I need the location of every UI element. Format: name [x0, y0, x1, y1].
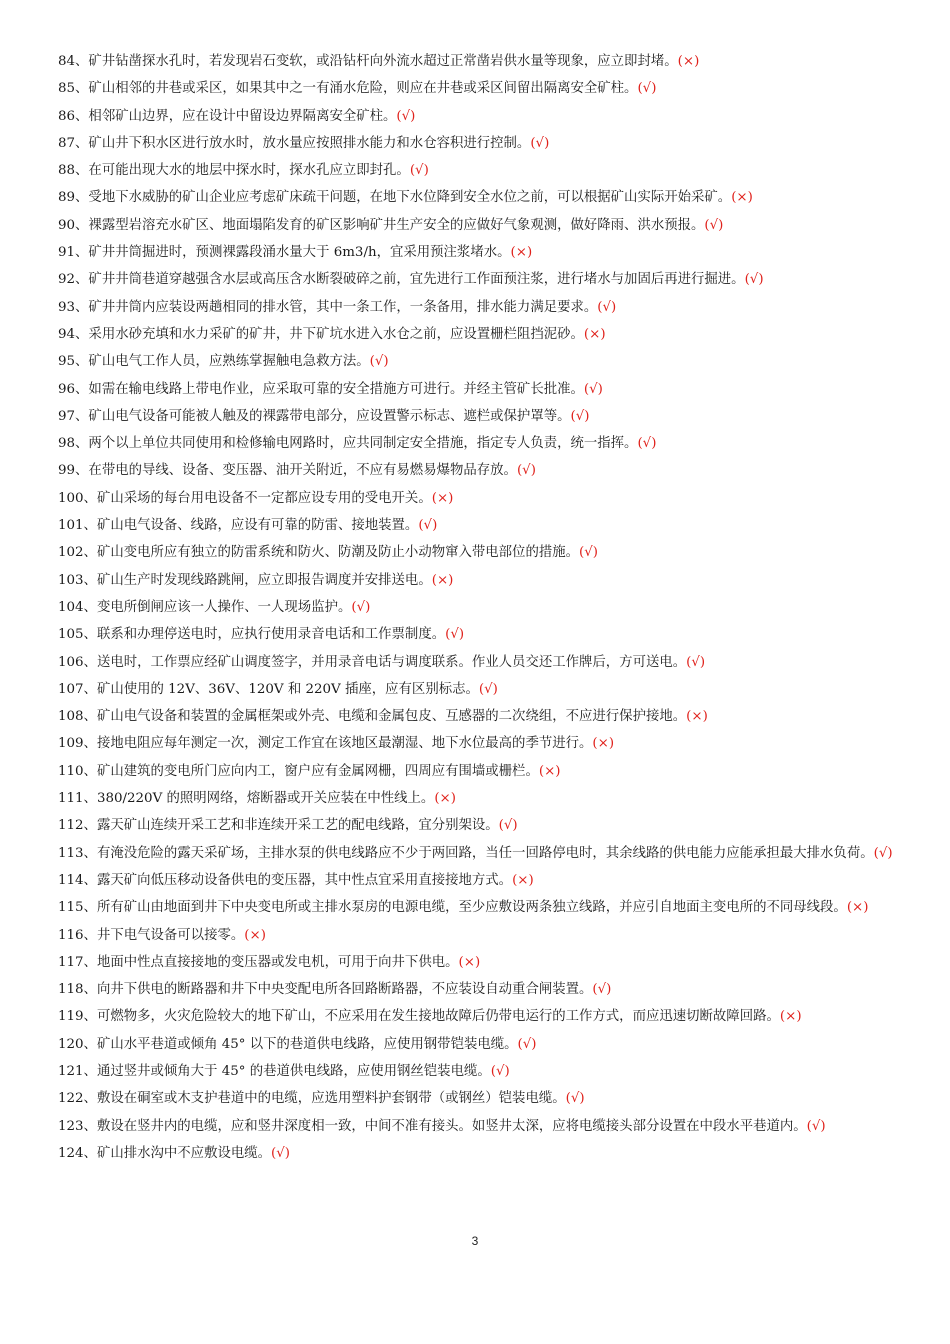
answer-mark: (×) — [592, 736, 615, 752]
question-text: 93、矿井井筒内应装设两趟相同的排水管，其中一条工作，一条备用，排水能力满足要求。 — [58, 299, 598, 315]
question-item — [58, 621, 904, 648]
question-text: 117、地面中性点直接接地的变压器或发电机，可用于向井下供电。 — [58, 954, 459, 970]
answer-mark: (√) — [478, 681, 498, 697]
question-text: 89、受地下水威胁的矿山企业应考虑矿床疏干问题，在地下水位降到安全水位之前，可以根据矿山实际开始采矿。 — [58, 190, 732, 206]
question-item — [58, 48, 904, 75]
question-text: 122、敷设在硐室或木支护巷道中的电缆，应选用塑料护套钢带（或钢丝）铠装电缆。 — [58, 1091, 566, 1107]
question-item — [58, 785, 904, 812]
question-text: 121、通过竖井或倾角大于 45° 的巷道供电线路，应使用钢丝铠装电缆。 — [58, 1063, 491, 1079]
question-item — [58, 703, 904, 730]
answer-mark: (√) — [704, 217, 724, 233]
answer-mark: (√) — [565, 1091, 585, 1107]
answer-mark: (√) — [637, 81, 657, 97]
question-item — [58, 567, 904, 594]
question-item — [58, 239, 904, 266]
question-text: 84、矿井钻凿探水孔时，若发现岩石变软，或沿钻杆向外流水超过正常凿岩供水量等现象，应立即封堵。 — [58, 54, 678, 69]
question-item — [58, 376, 904, 403]
question-item — [58, 867, 904, 894]
question-text: 123、敷设在竖井内的电缆，应和竖井深度相一致，中间不准有接头。如竖井太深，应将电缆接头部分设置在中段水平巷道内。 — [58, 1118, 807, 1134]
question-text: 98、两个以上单位共同使用和检修输电网路时，应共同制定安全措施，指定专人负责，统一指挥。 — [58, 436, 638, 452]
answer-mark: (×) — [583, 326, 606, 342]
question-text: 91、矿井井筒掘进时，预测裸露段涌水量大于 6m3/h，宜采用预注浆堵水。 — [58, 245, 511, 261]
question-item — [58, 103, 904, 130]
question-item — [58, 485, 904, 512]
question-text: 112、露天矿山连续开采工艺和非连续开采工艺的配电线路，宜分别架设。 — [58, 818, 499, 834]
question-text: 110、矿山建筑的变电所门应向内工，窗户应有金属网栅，四周应有围墙或栅栏。 — [58, 763, 539, 779]
answer-mark: (√) — [806, 1118, 826, 1134]
page-number: 3 — [471, 1234, 479, 1248]
answer-mark: (×) — [244, 927, 266, 943]
answer-mark: (√) — [530, 135, 550, 151]
question-item — [58, 840, 904, 867]
answer-mark: (×) — [431, 490, 454, 506]
answer-mark: (×) — [512, 872, 534, 888]
question-item — [58, 649, 904, 676]
answer-mark: (√) — [597, 299, 617, 315]
question-text: 103、矿山生产时发现线路跳闸，应立即报告调度并安排送电。 — [58, 572, 432, 588]
question-text: 114、露天矿向低压移动设备供电的变压器，其中性点宜采用直接接地方式。 — [58, 872, 513, 888]
question-item — [58, 539, 904, 566]
answer-mark: (√) — [583, 381, 603, 397]
question-item — [58, 1003, 904, 1030]
question-item — [58, 1140, 904, 1167]
question-text: 96、如需在输电线路上带电作业，应采取可靠的安全措施方可进行。并经主管矿长批准。 — [58, 381, 584, 397]
question-text: 97、矿山电气设备可能被人触及的裸露带电部分，应设置警示标志、遮栏或保护罩等。 — [58, 408, 571, 424]
question-text: 120、矿山水平巷道或倾角 45° 以下的巷道供电线路，应使用钢带铠装电缆。 — [58, 1036, 518, 1052]
question-text: 105、联系和办理停送电时，应执行使用录音电话和工作票制度。 — [58, 627, 446, 643]
question-text: 85、矿山相邻的井巷或采区，如果其中之一有涌水危险，则应在井巷或采区间留出隔离安全矿柱。 — [58, 81, 638, 97]
question-text: 104、变电所倒闸应该一人操作、一人现场监护。 — [58, 599, 352, 615]
question-item — [58, 594, 904, 621]
answer-mark: (√) — [445, 627, 465, 643]
answer-mark: (√) — [351, 599, 371, 615]
question-text: 107、矿山使用的 12V、36V、120V 和 220V 插座，应有区别标志。 — [58, 681, 479, 697]
answer-mark: (√) — [592, 982, 612, 998]
question-text: 113、有淹没危险的露天采矿场，主排水泵的供电线路应不少于两回路，当任一回路停电时，其余线路的供电能力应能承担最大排水负荷。 — [58, 845, 874, 861]
question-text: 99、在带电的导线、设备、变压器、油开关附近，不应有易燃易爆物品存放。 — [58, 463, 517, 479]
answer-mark: (√) — [396, 108, 416, 124]
question-item — [58, 1031, 904, 1058]
question-item — [58, 266, 904, 293]
answer-mark: (√) — [516, 463, 536, 479]
answer-mark: (√) — [686, 654, 706, 670]
question-text: 115、所有矿山由地面到井下中央变电所或主排水泵房的电源电缆，至少应敷设两条独立线路，并应引自地面主变电所的不同母线段。 — [58, 900, 847, 916]
question-text: 109、接地电阻应每年测定一次，测定工作宜在该地区最潮湿、地下水位最高的季节进行。 — [58, 736, 593, 752]
question-item — [58, 130, 904, 157]
question-text: 86、相邻矿山边界，应在设计中留设边界隔离安全矿柱。 — [58, 108, 397, 124]
answer-mark: (×) — [458, 954, 481, 970]
answer-mark: (√) — [744, 272, 764, 288]
question-item — [58, 730, 904, 757]
answer-mark: (×) — [779, 1009, 802, 1025]
question-item — [58, 430, 904, 457]
answer-mark: (√) — [570, 408, 590, 424]
answer-mark: (×) — [677, 54, 700, 69]
question-text: 119、可燃物多，火灾危险较大的地下矿山，不应采用在发生接地故障后仍带电运行的工作方式，而应迅速切断故障回路。 — [58, 1009, 780, 1025]
answer-mark: (√) — [637, 436, 657, 452]
question-text: 124、矿山排水沟中不应敷设电缆。 — [58, 1145, 272, 1161]
question-item — [58, 949, 904, 976]
question-text: 100、矿山采场的每台用电设备不一定都应设专用的受电开关。 — [58, 490, 432, 506]
question-text: 90、裸露型岩溶充水矿区、地面塌陷发育的矿区影响矿井生产安全的应做好气象观测，做好降雨、洪水预报。 — [58, 217, 705, 233]
question-item — [58, 321, 904, 348]
question-item — [58, 75, 904, 102]
question-text: 95、矿山电气工作人员，应熟练掌握触电急救方法。 — [58, 354, 370, 370]
answer-mark: (√) — [369, 354, 389, 370]
question-item — [58, 184, 904, 211]
answer-mark: (√) — [490, 1063, 510, 1079]
question-text: 88、在可能出现大水的地层中探水时，探水孔应立即封孔。 — [58, 163, 410, 179]
question-item — [58, 1085, 904, 1112]
question-text: 106、送电时，工作票应经矿山调度签字，并用录音电话与调度联系。作业人员交还工作牌后，方可送电。 — [58, 654, 687, 670]
question-item — [58, 758, 904, 785]
question-text: 87、矿山井下积水区进行放水时，放水量应按照排水能力和水仓容积进行控制。 — [58, 135, 531, 151]
answer-mark: (×) — [434, 791, 456, 807]
answer-mark: (√) — [271, 1145, 291, 1161]
answer-mark: (×) — [731, 190, 753, 206]
question-text: 94、采用水砂充填和水力采矿的矿井，井下矿坑水进入水仓之前，应设置栅栏阻挡泥砂。 — [58, 326, 584, 342]
question-item — [58, 294, 904, 321]
question-text: 108、矿山电气设备和装置的金属框架或外壳、电缆和金属包皮、互感器的二次绕组，不应进行保护接地。 — [58, 709, 687, 725]
question-item — [58, 348, 904, 375]
question-item — [58, 894, 904, 921]
question-text: 92、矿井井筒巷道穿越强含水层或高压含水断裂破碎之前，宜先进行工作面预注浆，进行堵水与加固后再进行掘进。 — [58, 272, 745, 288]
answer-mark: (√) — [517, 1036, 537, 1052]
question-text: 116、井下电气设备可以接零。 — [58, 927, 245, 943]
question-list — [58, 48, 904, 1167]
question-item — [58, 976, 904, 1003]
answer-mark: (√) — [873, 845, 893, 861]
question-item — [58, 403, 904, 430]
question-item — [58, 457, 904, 484]
question-item — [58, 512, 904, 539]
question-item — [58, 812, 904, 839]
answer-mark: (×) — [431, 572, 454, 588]
question-item — [58, 157, 904, 184]
answer-mark: (√) — [418, 518, 438, 534]
answer-mark: (√) — [498, 818, 518, 834]
question-item — [58, 676, 904, 703]
question-text: 111、380/220V 的照明网络，熔断器或开关应装在中性线上。 — [58, 791, 435, 807]
question-text: 102、矿山变电所应有独立的防雷系统和防火、防潮及防止小动物窜入带电部位的措施。 — [58, 545, 580, 561]
question-item — [58, 1058, 904, 1085]
answer-mark: (√) — [409, 163, 429, 179]
answer-mark: (×) — [686, 709, 708, 725]
question-text: 118、向井下供电的断路器和井下中央变配电所各回路断路器，不应装设自动重合闸装置。 — [58, 982, 593, 998]
question-item — [58, 922, 904, 949]
question-item — [58, 1113, 904, 1140]
answer-mark: (×) — [538, 763, 561, 779]
question-item — [58, 212, 904, 239]
answer-mark: (√) — [579, 545, 598, 561]
answer-mark: (×) — [510, 245, 533, 261]
answer-mark: (×) — [846, 900, 869, 916]
question-text: 101、矿山电气设备、线路，应设有可靠的防雷、接地装置。 — [58, 518, 419, 534]
